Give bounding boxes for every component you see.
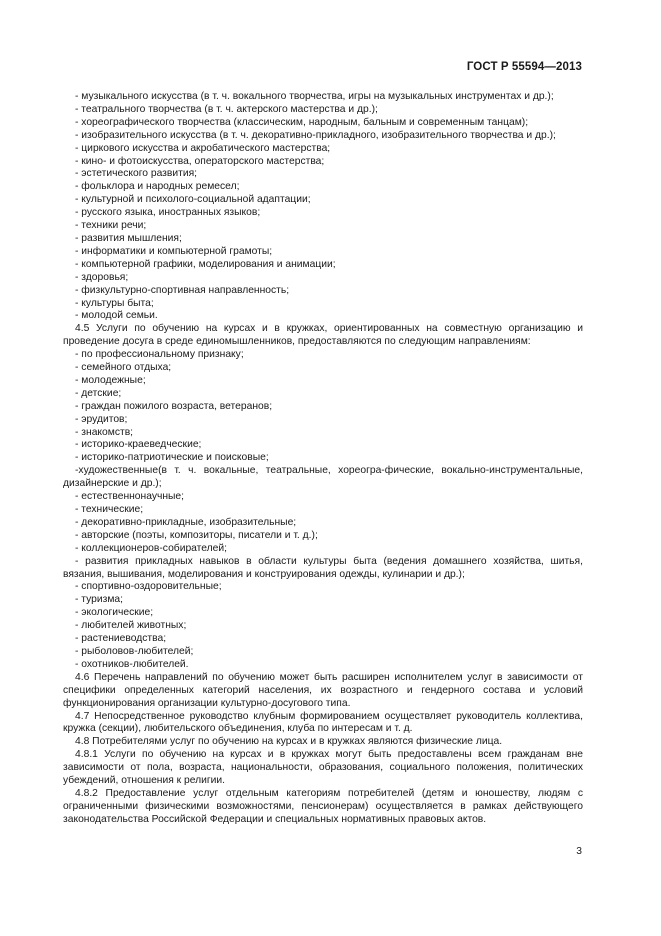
list-item: - техники речи; [75, 220, 147, 232]
list-item: - знакомств; [75, 426, 134, 438]
list-item: - детские; [75, 387, 122, 399]
list-item-crafts-line2: вязания, вышивания, моделирования и конструирования одежды, кулинарии и др.); [63, 568, 465, 580]
paragraph-4-8-1: 4.8.1 Услуги по обучению на курсах и в кружках могут быть предоставлены всем гражданам вне зависимости от пола, возраста, национальности, образования, социального положения, политических убеждений, отношения к религии. [63, 749, 583, 787]
list-item: - технические; [75, 504, 144, 515]
list-item: - декоративно-прикладные, изобразительные; [75, 516, 297, 528]
list-item: - экологические; [75, 607, 154, 619]
list-directions-science [63, 491, 583, 556]
list-item: - любителей животных; [75, 620, 187, 632]
list-directions-outdoor [63, 581, 583, 671]
list-directions-arts [63, 91, 583, 323]
document-header: ГОСТ Р 55594—2013 [466, 61, 582, 73]
list-item: - рыболовов-любителей; [75, 645, 194, 657]
list-item: - культурной и психолого-социальной адаптации; [75, 194, 311, 206]
list-item-artistic-line1: -художественные(в т. ч. вокальные, театральные, хореогра-фические, вокально-инструментальные, [75, 465, 583, 477]
list-item: - кино- и фотоискусства, операторского мастерства; [75, 155, 325, 167]
paragraph-4-8: 4.8 Потребителями услуг по обучению на курсах и в кружках являются физические лица. [75, 736, 503, 748]
list-item: - здоровья; [75, 271, 129, 283]
list-item: - историко-краеведческие; [75, 439, 202, 451]
list-directions-leisure [63, 349, 583, 465]
list-item: - семейного отдыха; [75, 362, 172, 374]
list-item: - спортивно-оздоровительные; [75, 581, 222, 593]
list-item: - физкультурно-спортивная направленность; [75, 284, 290, 296]
list-item: - компьютерной графики, моделирования и анимации; [75, 258, 336, 270]
list-item: - авторские (поэты, композиторы, писатели и т. д.); [75, 529, 318, 541]
list-item-crafts-line1: - развития прикладных навыков в области культуры быта (ведения домашнего хозяйства, шитья, [75, 555, 583, 567]
list-item: - циркового искусства и акробатического мастерства; [75, 142, 331, 154]
list-item: - культуры быта; [75, 297, 154, 309]
paragraph-4-8-2: 4.8.2 Предоставление услуг отдельным категориям потребителей (детям и юношеству, людям с ограниченными физическими возможностями, пенсионерам) осуществляется в рамках действующего законодательства Российской Федерации и специальных нормативных правовых актов. [63, 787, 583, 825]
list-item: - изобразительного искусства (в т. ч. декоративно-прикладного, изобразительного творчества и др.); [75, 129, 556, 141]
list-item: - музыкального искусства (в т. ч. вокального творчества, игры на музыкальных инструментах и др.); [75, 91, 554, 102]
list-item: - театрального творчества (в т. ч. актерского мастерства и др.); [75, 103, 378, 115]
list-item: - эстетического развития; [75, 168, 198, 180]
paragraph-4-6: 4.6 Перечень направлений по обучению может быть расширен исполнителем услуг в зависимости от специфики определенных категорий населения, их возрастного и гендерного состава и условий функционирования организации культурно-досугового типа. [63, 671, 583, 709]
list-item: - охотников-любителей. [75, 658, 189, 670]
paragraph-4-7: 4.7 Непосредственное руководство клубным формированием осуществляет руководитель коллектива, кружка (секции), любительского объединения, клуба по интересам и т. д. [63, 710, 583, 735]
list-item: - развития мышления; [75, 232, 182, 244]
list-item: - историко-патриотические и поисковые; [75, 452, 269, 464]
list-item: - молодежные; [75, 374, 146, 386]
list-item: - по профессиональному признаку; [75, 349, 244, 361]
document-body [63, 91, 583, 827]
list-item: - коллекционеров-собирателей; [75, 542, 227, 554]
list-item: - русского языка, иностранных языков; [75, 207, 261, 219]
list-item: - эрудитов; [75, 413, 128, 425]
list-item: - растениеводства; [75, 633, 167, 645]
list-item: - граждан пожилого возраста, ветеранов; [75, 400, 273, 412]
list-item: - хореографического творчества (классическим, народным, бальным и современным танцам); [75, 116, 529, 128]
paragraph-4-5: 4.5 Услуги по обучению на курсах и в кружках, ориентированных на совместную организацию и проведение досуга в среде единомышленников, предоставляются по следующим направлениям: [63, 323, 583, 348]
list-item: - туризма; [75, 594, 124, 606]
list-item: - информатики и компьютерной грамоты; [75, 245, 273, 257]
list-item: - молодой семьи. [75, 310, 158, 322]
list-item: - фольклора и народных ремесел; [75, 181, 240, 193]
page-number: 3 [576, 846, 582, 857]
list-item: - естественнонаучные; [75, 491, 185, 503]
list-item-artistic-line2: дизайнерские и др.); [63, 478, 162, 490]
